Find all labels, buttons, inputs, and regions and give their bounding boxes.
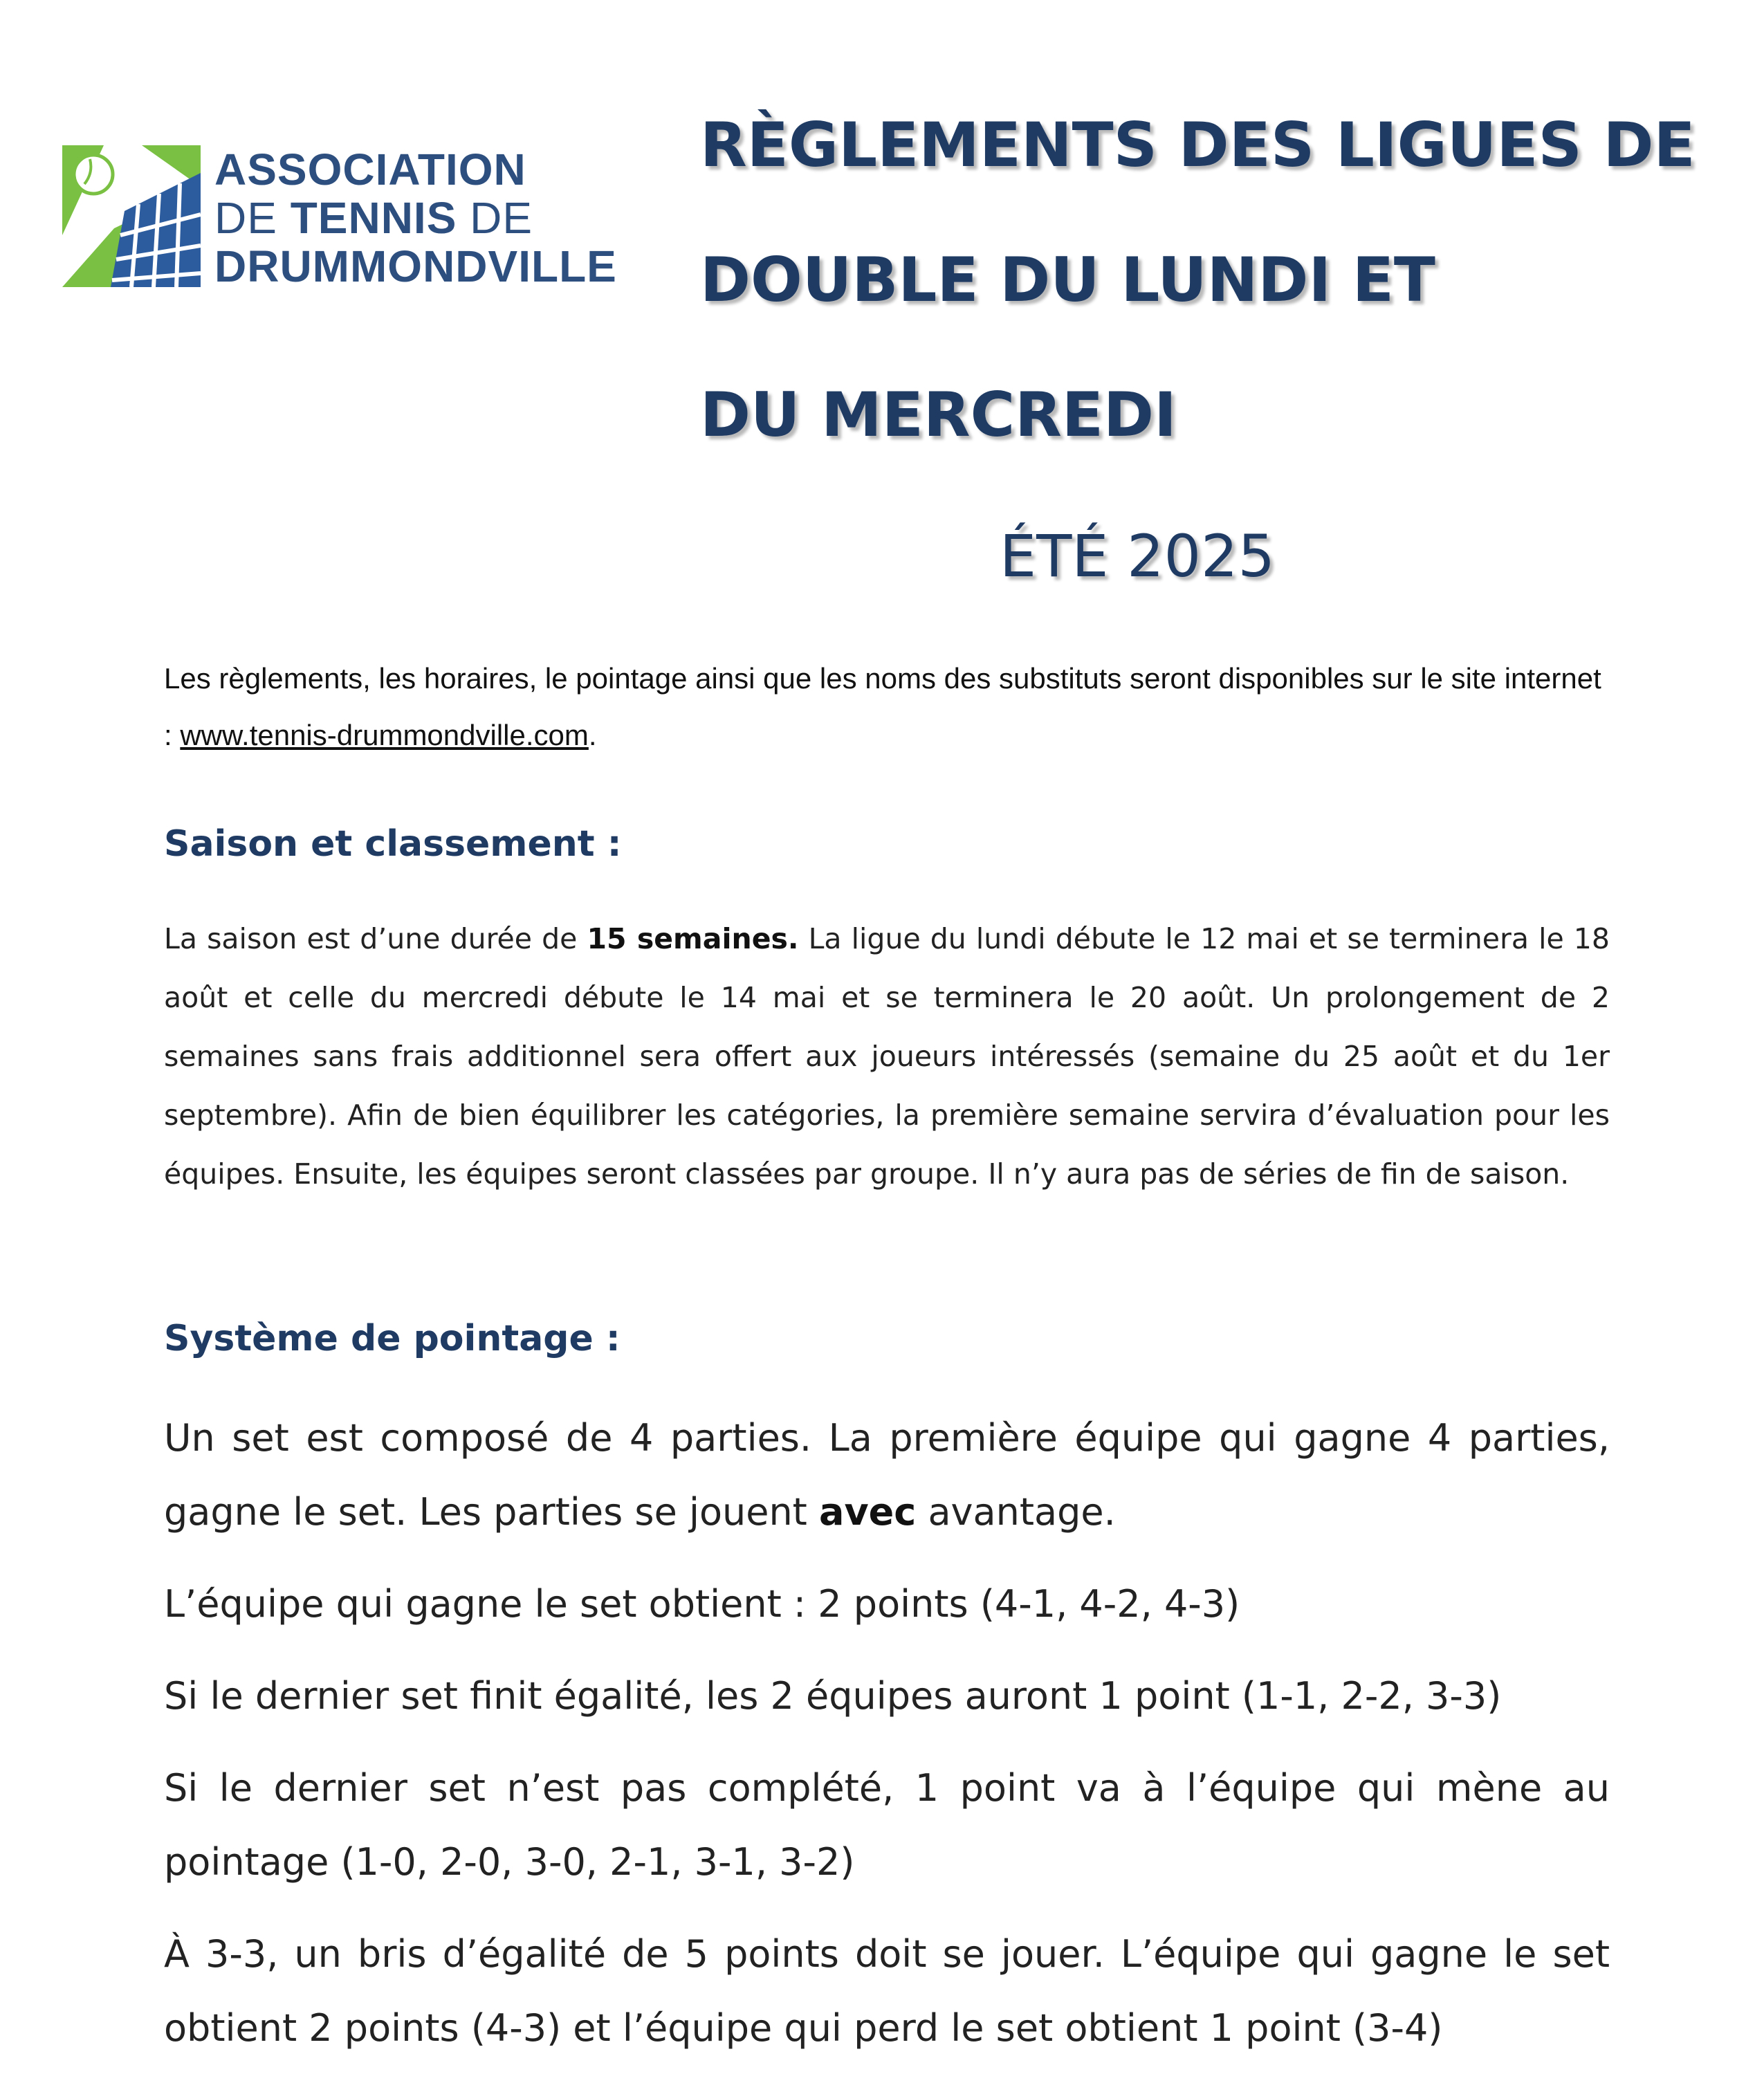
- rule-paragraph-4: Si le dernier set n’est pas complété, 1 point va à l’équipe qui mène au pointage (1-0, 2-0, 3-0, 2-1, 3-1, 3-2): [164, 1766, 1610, 1884]
- website-link[interactable]: www.tennis-drummondville.com: [180, 719, 589, 751]
- tennis-net-logo-icon: [62, 145, 201, 291]
- title-line-2: DOUBLE DU LUNDI ET: [700, 244, 1435, 315]
- intro-paragraph: Les règlements, les horaires, le pointage ainsi que les noms des substituts seront disponibles sur le site internet : www.tennis-drummondville.com.: [164, 662, 1601, 751]
- title-line-3: DU MERCREDI: [700, 379, 1177, 450]
- logo-line-3: DRUMMONDVILLE: [214, 241, 617, 291]
- logo-line-2: DE TENNIS DE: [214, 193, 533, 243]
- title-line-1: RÈGLEMENTS DES LIGUES DE: [700, 109, 1696, 181]
- season-label: ÉTÉ 2025: [1000, 522, 1275, 590]
- section-heading-saison: Saison et classement :: [164, 823, 622, 865]
- pointage-rules: [164, 1401, 1610, 2083]
- rule-paragraph-5: À 3-3, un bris d’égalité de 5 points doit se jouer. L’équipe qui gagne le set obtient 2 points (4-3) et l’équipe qui perd le set obtient 1 point (3-4): [164, 1932, 1610, 2050]
- saison-paragraph: La saison est d’une durée de 15 semaines. La ligue du lundi débute le 12 mai et se terminera le 18 août et celle du mercredi débute le 14 mai et se terminera le 20 août. Un prolongement de 2 semaines sans frais additionnel sera offert aux joueurs intéressés (semaine du 25 août et du 1er septembre). Afin de bien équilibrer les catégories, la première semaine servira d’évaluation pour les équipes. Ensuite, les équipes seront classées par groupe. Il n’y aura pas de séries de fin de saison.: [164, 922, 1610, 1191]
- document-title: [700, 104, 1696, 508]
- logo-line-1: ASSOCIATION: [214, 145, 526, 194]
- rule-paragraph-1: Un set est composé de 4 parties. La première équipe qui gagne 4 parties, gagne le set. Les parties se jouent avec avantage.: [164, 1416, 1610, 1534]
- association-logo: [62, 145, 630, 304]
- rule-paragraph-2: L’équipe qui gagne le set obtient : 2 points (4-1, 4-2, 4-3): [164, 1582, 1240, 1626]
- logo-wordmark: [214, 145, 617, 291]
- rule-paragraph-3: Si le dernier set finit égalité, les 2 équipes auront 1 point (1-1, 2-2, 3-3): [164, 1674, 1502, 1718]
- section-heading-systeme: Système de pointage :: [164, 1318, 621, 1359]
